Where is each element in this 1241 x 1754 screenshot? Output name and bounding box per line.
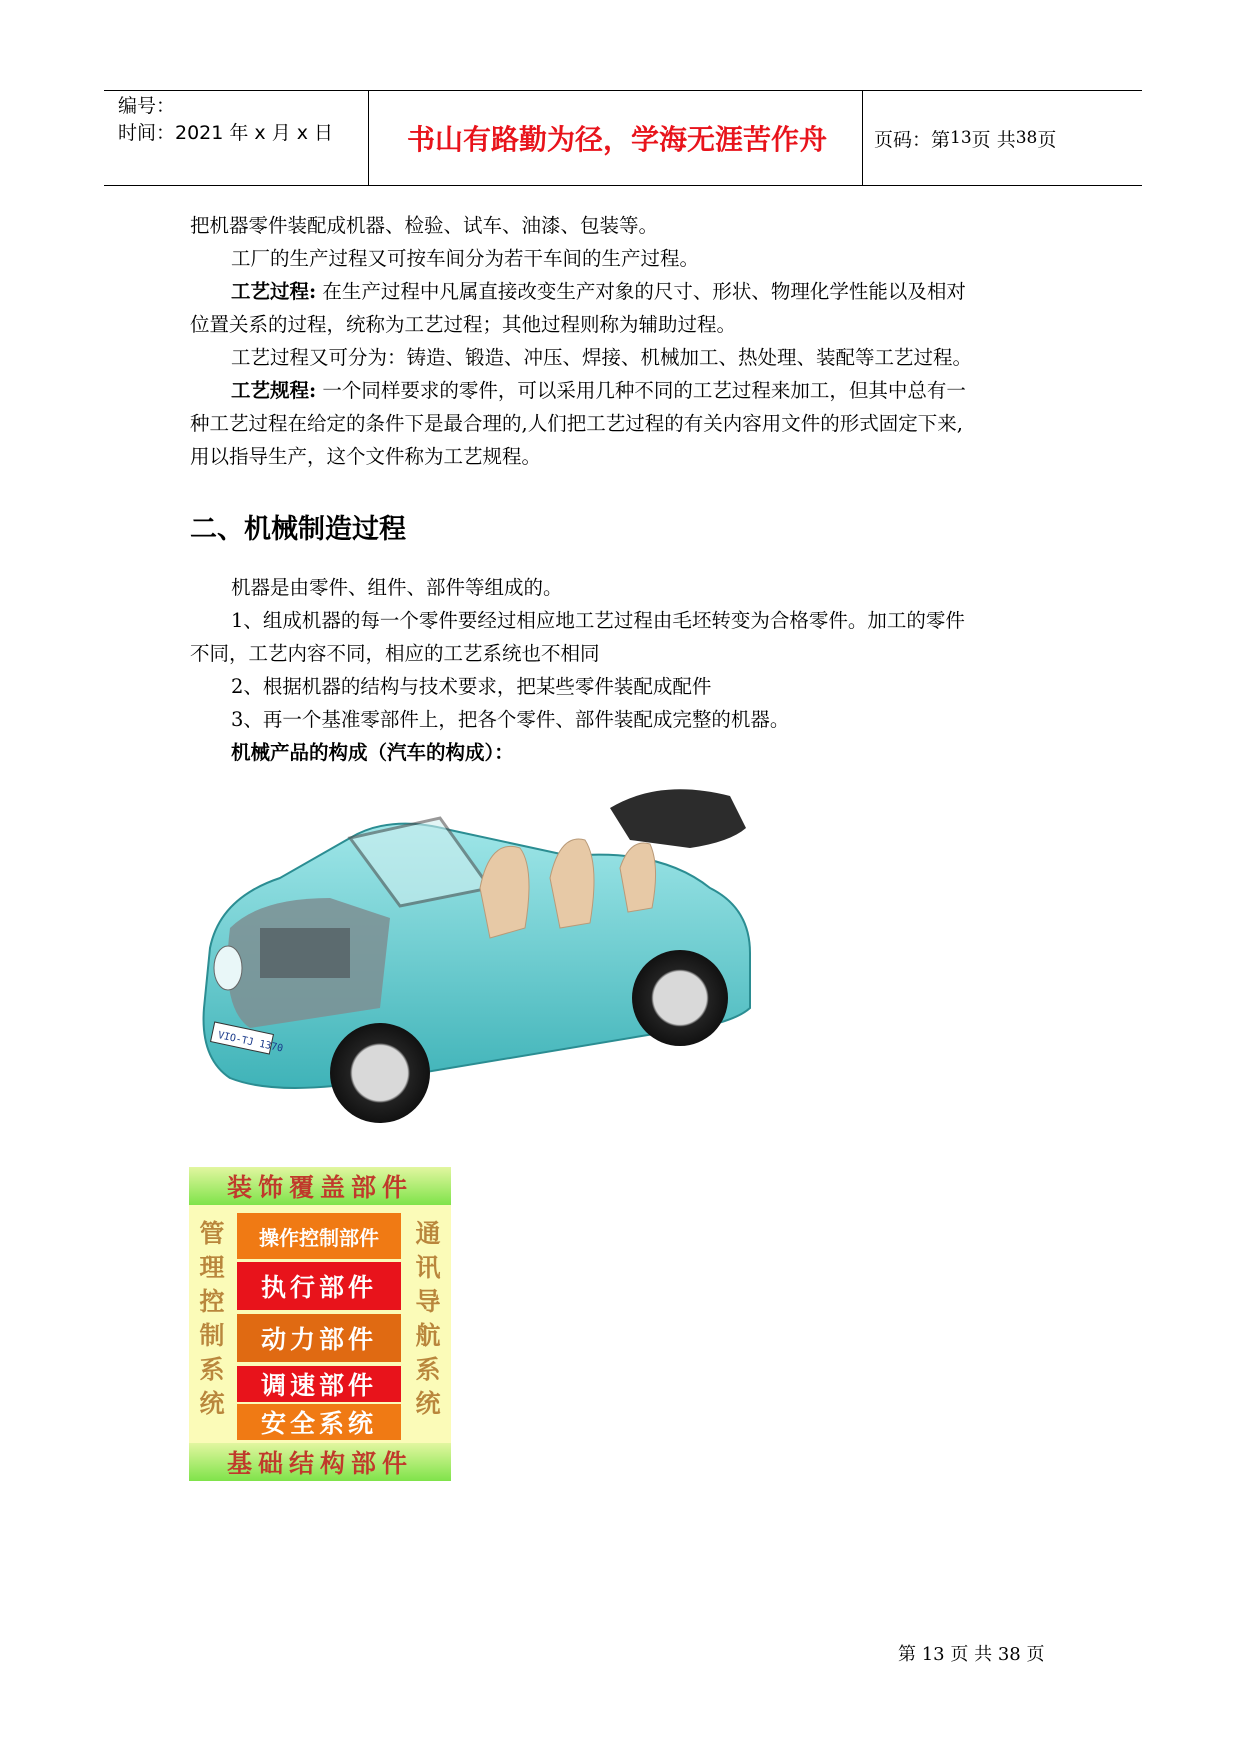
front-wheel	[330, 1023, 430, 1123]
diagram-block: 执行部件	[237, 1262, 401, 1310]
figure-caption: 机械产品的构成（汽车的构成）：	[231, 741, 514, 764]
paragraph: 机器是由零件、组件、部件等组成的。	[231, 576, 563, 599]
page-current: 13	[950, 128, 972, 148]
section-title: 二、机械制造过程	[190, 514, 406, 545]
diagram-bottom-bar: 基础结构部件	[189, 1443, 451, 1481]
footer-suffix: 页	[1020, 1644, 1045, 1665]
rear-wheel	[632, 950, 728, 1046]
diagram-top-bar: 装饰覆盖部件	[189, 1167, 451, 1205]
paragraph: 1、组成机器的每一个零件要经过相应地工艺过程由毛坯转变为合格零件。加工的零件	[231, 609, 965, 632]
diagram-block: 动力部件	[237, 1314, 401, 1362]
paragraph: 位置关系的过程，统称为工艺过程；其他过程则称为辅助过程。	[190, 313, 737, 336]
paragraph-text: 一个同样要求的零件，可以采用几种不同的工艺过程来加工，但其中总有一	[316, 379, 966, 402]
diagram-block: 操作控制部件	[237, 1213, 401, 1259]
page-mid: 页 共	[971, 128, 1016, 151]
paragraph: 工厂的生产过程又可按车间分为若干车间的生产过程。	[231, 247, 700, 270]
paragraph: 种工艺过程在给定的条件下是最合理的,人们把工艺过程的有关内容用文件的形式固定下来,	[190, 412, 963, 435]
page-suffix: 页	[1037, 128, 1057, 151]
header-motto: 书山有路勤为径，学海无涯苦作舟	[406, 123, 827, 156]
paragraph: 工艺过程又可分为：铸造、锻造、冲压、焊接、机械加工、热处理、装配等工艺过程。	[231, 346, 973, 369]
paragraph: 2、根据机器的结构与技术要求，把某些零件装配成配件	[231, 675, 712, 698]
paragraph: 3、再一个基准零部件上，把各个零件、部件装配成完整的机器。	[231, 708, 790, 731]
footer-total: 38	[997, 1644, 1021, 1665]
footer-mid: 页 共	[944, 1644, 998, 1665]
header-meta	[118, 93, 368, 147]
diagram-block: 调速部件	[237, 1366, 401, 1402]
license-plate-text: VIO-TJ 1370	[216, 1030, 284, 1055]
paragraph: 用以指导生产，这个文件称为工艺规程。	[190, 445, 542, 468]
diagram-left-label: 管 理 控 制 系 统	[199, 1219, 225, 1418]
product-composition-diagram	[189, 1167, 451, 1481]
term-spec: 工艺规程:	[231, 379, 317, 402]
headlight	[214, 946, 242, 990]
paragraph: 把机器零件装配成机器、检验、试车、油漆、包装等。	[190, 214, 659, 237]
paragraph	[231, 280, 966, 304]
diagram-right-label: 通 讯 导 航 系 统	[415, 1219, 441, 1418]
paragraph	[231, 379, 966, 403]
number-label: 编号：	[118, 95, 176, 117]
roof-shape	[610, 789, 746, 848]
header-page-info	[874, 91, 1056, 185]
page-total: 38	[1015, 128, 1038, 148]
footer-current: 13	[921, 1644, 945, 1665]
page-header	[104, 90, 1142, 186]
footer-prefix: 第	[898, 1644, 922, 1665]
paragraph-text: 在生产过程中凡属直接改变生产对象的尺寸、形状、物理化学性能以及相对	[316, 280, 966, 303]
term-process: 工艺过程:	[231, 280, 317, 303]
car-cutaway-image	[190, 778, 830, 1148]
header-divider	[368, 91, 369, 185]
paragraph: 不同，工艺内容不同，相应的工艺系统也不相同	[190, 642, 600, 665]
page-prefix: 页码：第	[874, 128, 951, 151]
time-label: 时间：2021 年 x 月 x 日	[118, 122, 334, 144]
engine-block-shape	[260, 928, 350, 978]
header-divider	[862, 91, 863, 185]
diagram-block: 安全系统	[237, 1404, 401, 1440]
page-footer	[898, 1640, 1044, 1666]
